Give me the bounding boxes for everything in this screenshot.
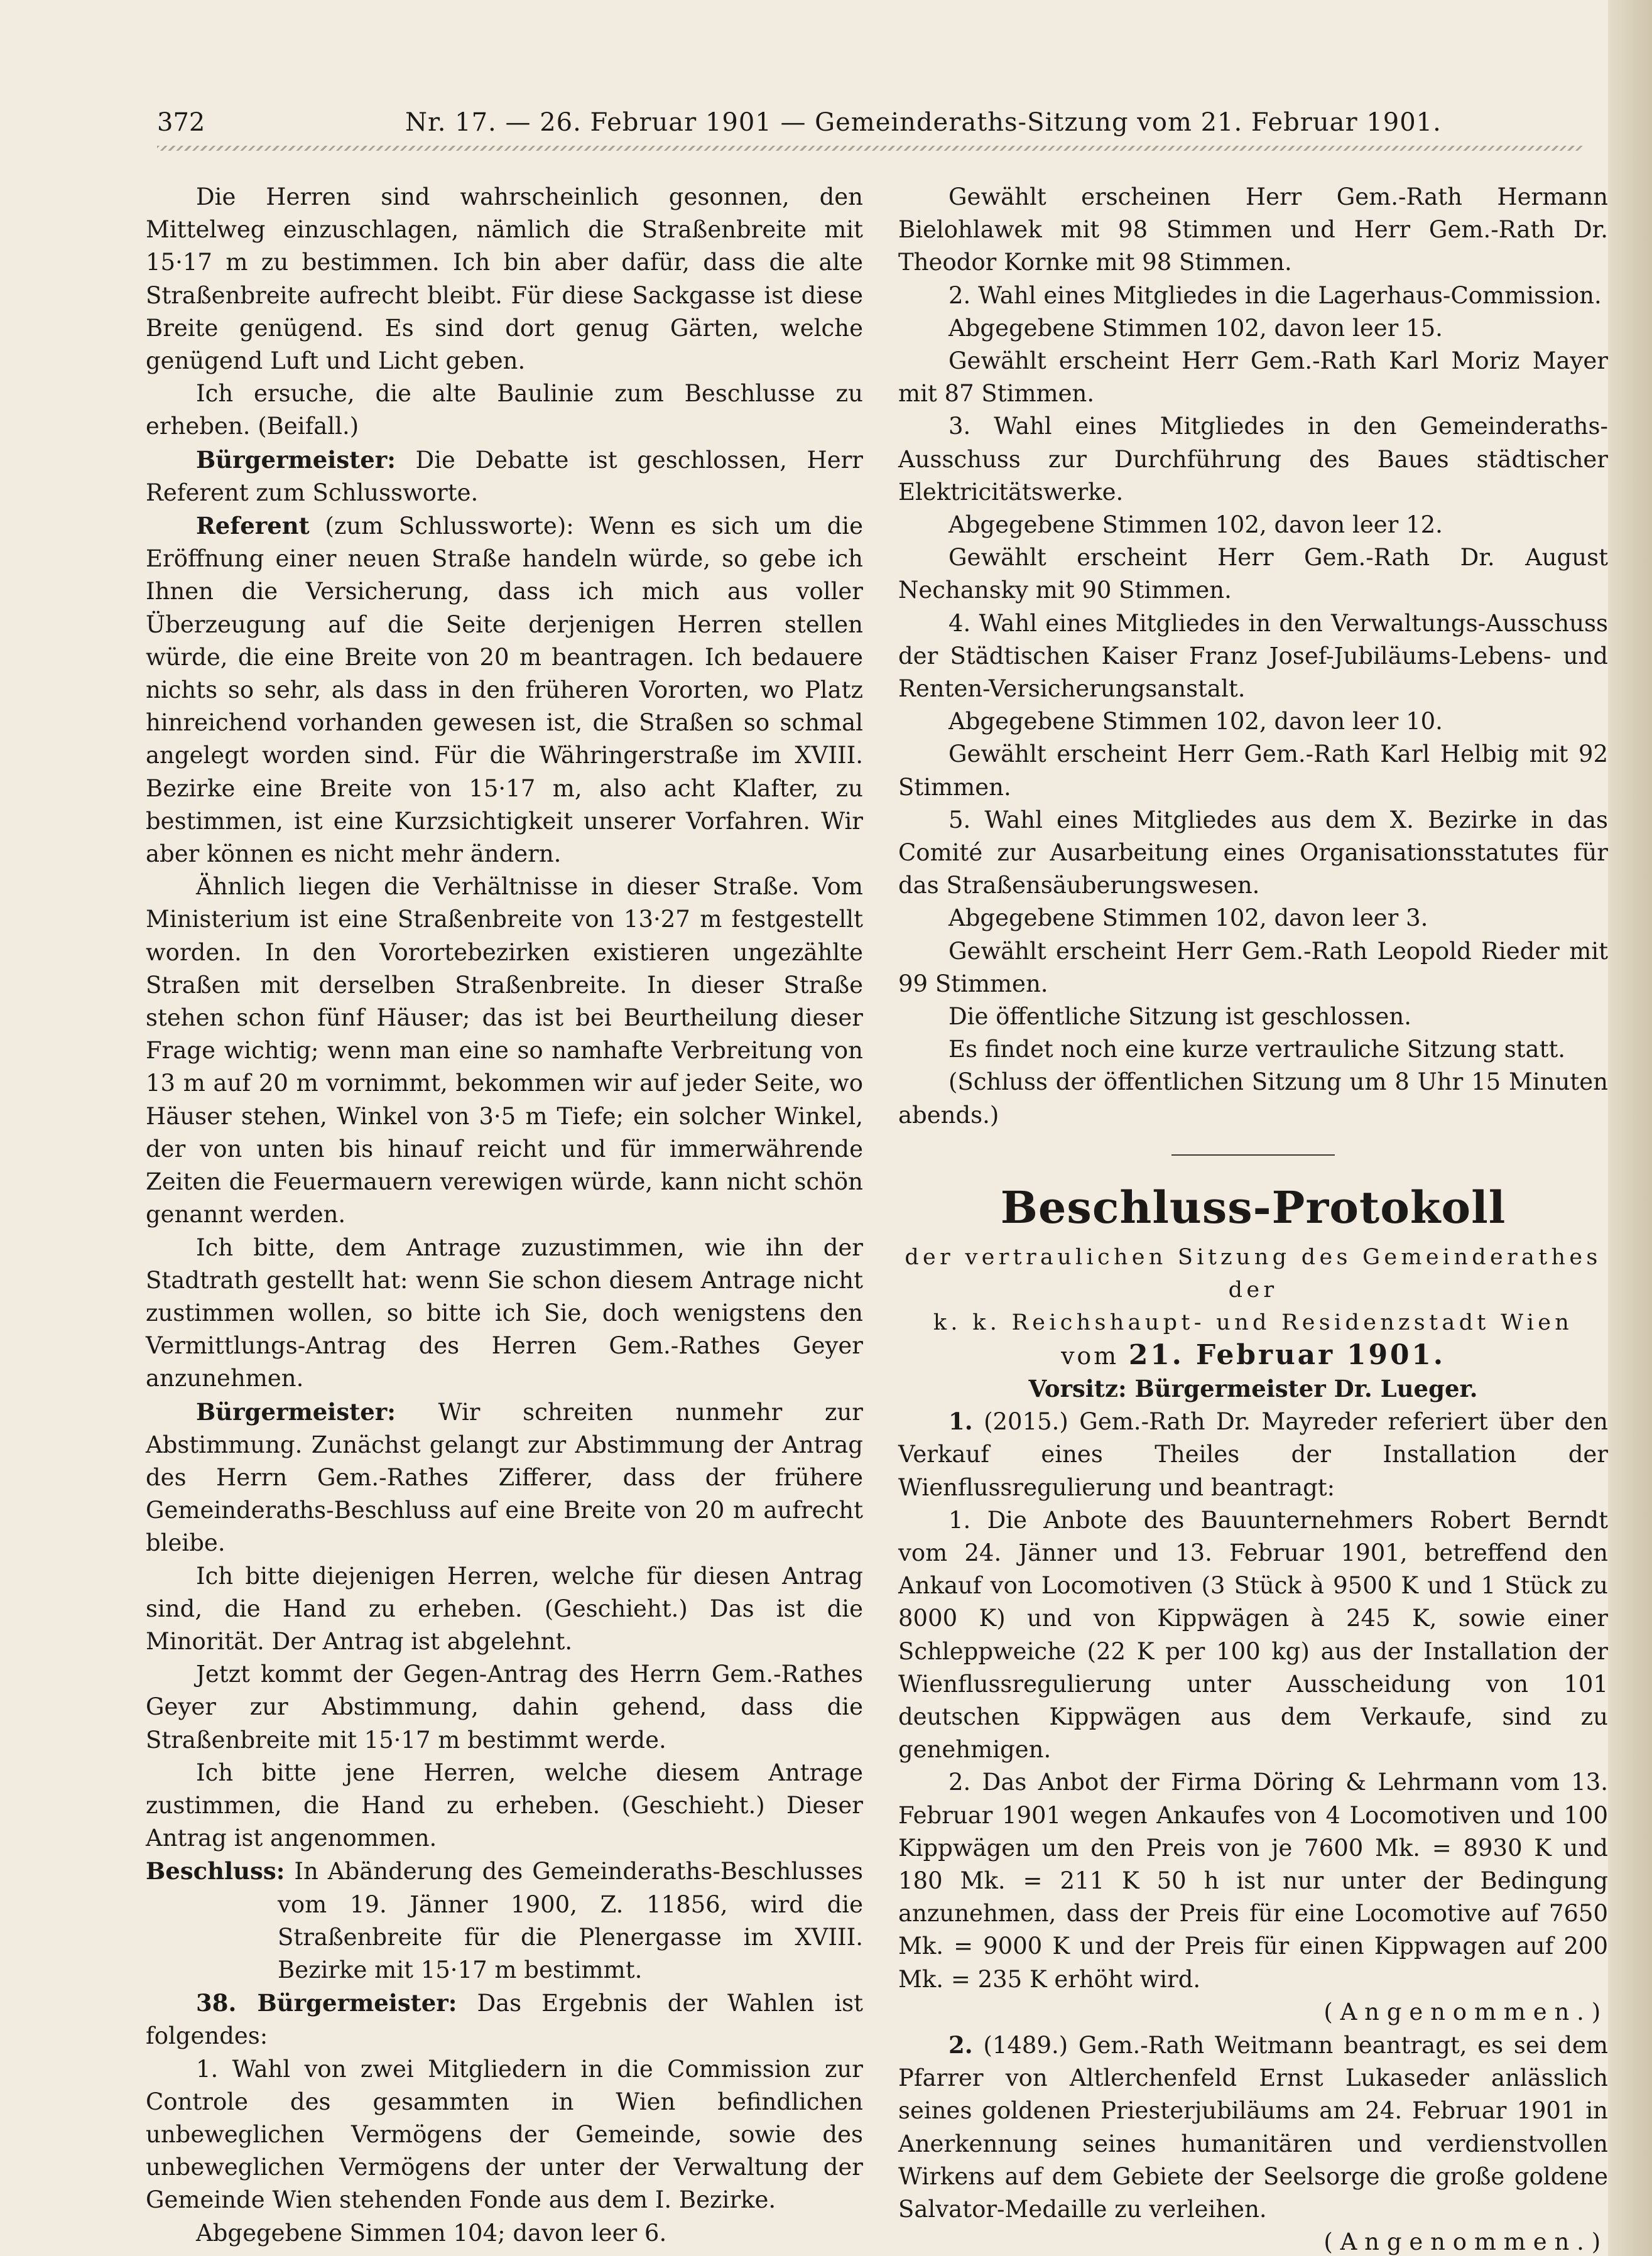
paragraph: [146, 1232, 863, 1396]
paragraph: [146, 181, 863, 377]
resolution-label: Beschluss:: [146, 1857, 285, 1885]
paragraph: [146, 1987, 863, 2053]
protocol-subtitle: der vertraulichen Sitzung des Gemeinderathes der: [905, 1244, 1602, 1303]
item-number: 1.: [948, 1407, 973, 1436]
paragraph: [898, 541, 1608, 607]
paragraph-text: Gewählt erscheinen Herr Gem.-Rath Hermann Bielohlawek mit 98 Stimmen und Herr Gem.-Rath Dr. Theodor Kornke mit 98 Stimmen.: [898, 183, 1608, 276]
paragraph-text: Die Herren sind wahrscheinlich gesonnen, den Mittelweg einzuschlagen, nämlich die Straßenbreite mit 15·17 m zu bestimmen. Ich bin aber dafür, dass die alte Straßenbreite aufrecht bleibt. Für diese Sackgasse ist diese Breite genügend. Es sind dort genug Gärten, welche genügend Luft und Licht geben.: [146, 183, 863, 375]
left-column: [146, 181, 864, 2247]
paragraph-text: Die Debatte ist geschlossen, Herr Referent zum Schlussworte.: [146, 446, 863, 506]
protocol-date-line: [898, 1339, 1608, 1372]
paragraph: [898, 902, 1608, 935]
result-text: (Angenommen.): [1323, 2228, 1608, 2256]
protocol-chair: Vorsitz: Bürgermeister Dr. Lueger.: [1028, 1374, 1478, 1402]
protocol-date: 21. Februar 1901.: [1128, 1338, 1445, 1371]
paragraph: [146, 443, 863, 509]
scan-edge: [1608, 0, 1652, 2256]
paragraph-text: Ich bitte jene Herren, welche diesem Antrage zustimmen, die Hand zu erheben. (Geschieht.) Dieser Antrag ist angenommen.: [146, 1759, 863, 1852]
protocol-item: [898, 1504, 1608, 1767]
paragraph: [898, 607, 1608, 706]
paragraph-text: In Abänderung des Gemeinderaths-Beschlusses vom 19. Jänner 1900, Z. 11856, wird die Straßenbreite für die Plenergasse im XVIII. Bezirke mit 15·17 m bestimmt.: [278, 1858, 864, 1983]
paragraph: [146, 1658, 863, 1757]
paragraph-text: 1. Wahl von zwei Mitgliedern in die Commission zur Controle des gesammten in Wien befindlichen unbeweglichen Vermögens der Gemeinde, sowie des unbeweglichen Vermögens der unter der Verwaltung der Gemeinde Wien stehenden Fonde aus dem I. Bezirke.: [146, 2055, 863, 2214]
paragraph-text: Ähnlich liegen die Verhältnisse in dieser Straße. Vom Ministerium ist eine Straßenbreite von 13·27 m festgestellt worden. In den Vorortebezirken existieren ungezählte Straßen mit derselben Straßenbreite. In dieser Straße stehen schon fünf Häuser; das ist bei Beurtheilung dieser Frage wichtig; wenn man eine so namhafte Verbreitung von 13 m auf 20 m vornimmt, bekommen wir auf jeder Seite, wo Häuser stehen, Winkel von 3·5 m Tiefe; ein solcher Winkel, der von unten bis hinauf reicht und für immerwährende Zeiten die Feuermauern verewigen würde, kann nicht schön genannt werden.: [146, 873, 863, 1228]
paragraph-text: (zum Schlussworte): Wenn es sich um die Eröffnung einer neuen Straße handeln würde, so gebe ich Ihnen die Versicherung, dass ich mich aus voller Überzeugung auf die Seite derjenigen Herren stellen würde, die eine Breite von 20 m beantragen. Ich bedauere nichts so sehr, als dass in den früheren Vororten, wo Platz hinreichend vorhanden gewesen ist, die Straßen so schmal angelegt worden sind. Für die Währingerstraße im XVIII. Bezirke eine Breite von 15·17 m, also acht Klafter, zu bestimmen, ist eine Kurzsichtigkeit unserer Vorfahren. Wir aber können es nicht mehr ändern.: [146, 512, 864, 868]
running-title: Nr. 17. — 26. Februar 1901 — Gemeinderaths-Sitzung vom 21. Februar 1901.: [405, 108, 1442, 137]
paragraph: [146, 2217, 863, 2250]
item-text: (1489.) Gem.-Rath Weitmann beantragt, es sei dem Pfarrer von Altlerchenfeld Ernst Lukaseder anlässlich seines goldenen Priesterjubiläums am 24. Februar 1901 in Anerkennung seines humanitären und verdienstvollen Wirkens auf dem Gebiete der Seelsorge die große goldene Salvator-Medaille zu verleihen.: [898, 2031, 1608, 2223]
item-text: 1. Die Anbote des Bauunternehmers Robert Berndt vom 24. Jänner und 13. Februar 1901, betreffend den Ankauf von Locomotiven (3 Stück à 9500 K und 1 Stück zu 8000 K) und von Kippwägen à 245 K, sowie einer Schleppweiche (22 K per 100 kg) aus der Installation der Wienflussregulierung unter Ausscheidung von 101 deutschen Kippwägen aus dem Verkaufe, sind zu genehmigen.: [898, 1506, 1608, 1764]
paragraph: [898, 738, 1608, 803]
protocol-item: [898, 1766, 1608, 1995]
paragraph: [898, 410, 1608, 509]
protocol-item: [898, 1405, 1608, 1504]
paragraph: [898, 705, 1608, 738]
paragraph-text: Jetzt kommt der Gegen-Antrag des Herrn Gem.-Rathes Geyer zur Abstimmung, dahin gehend, dass die Straßenbreite mit 15·17 m bestimmt werde.: [146, 1661, 863, 1754]
paragraph: [146, 870, 863, 1231]
paragraph-text: Das Ergebnis der Wahlen ist folgendes:: [146, 1990, 864, 2050]
paragraph-text: Gewählt erscheint Herr Gem.-Rath Karl Moriz Mayer mit 87 Stimmen.: [898, 347, 1608, 408]
protocol-title: Beschluss-Protokoll: [1000, 1181, 1506, 1234]
speaker-label: Bürgermeister:: [196, 445, 396, 474]
paragraph: [898, 804, 1608, 903]
paragraph-text: Abgegebene Stimmen 102, davon leer 15.: [948, 314, 1443, 342]
paragraph: [898, 1066, 1608, 1131]
paragraph-text: Abgegebene Stimmen 102, davon leer 10.: [948, 708, 1443, 735]
paragraph-text: Es findet noch eine kurze vertrauliche Sitzung statt.: [948, 1036, 1566, 1063]
paragraph-text: Abgegebene Simmen 104; davon leer 6.: [196, 2219, 667, 2247]
paragraph-text: Ich ersuche, die alte Baulinie zum Beschlusse zu erheben. (Beifall.): [146, 380, 863, 440]
item-text: (2015.) Gem.-Rath Dr. Mayreder referiert über den Verkauf eines Theiles der Installation der Wienflussregulierung und beantragt:: [898, 1408, 1609, 1501]
paragraph-text: 5. Wahl eines Mitgliedes aus dem X. Bezirke in das Comité zur Ausarbeitung eines Organisationsstatutes für das Straßensäuberungswesen.: [898, 806, 1608, 899]
paragraph-text: (Schluss der öffentlichen Sitzung um 8 Uhr 15 Minuten abends.): [898, 1068, 1608, 1129]
paragraph-text: Abgegebene Stimmen 102, davon leer 3.: [948, 904, 1428, 932]
paragraph-text: Gewählt erscheint Herr Gem.-Rath Leopold Rieder mit 99 Stimmen.: [898, 937, 1608, 997]
resolution-paragraph: [146, 1855, 863, 1987]
section-divider: [1171, 1154, 1335, 1156]
right-column: [898, 181, 1609, 2256]
date-prefix: vom: [1061, 1342, 1119, 1370]
paragraph-text: Abgegebene Stimmen 102, davon leer 12.: [948, 511, 1443, 539]
paragraph-text: Ich bitte, dem Antrage zuzustimmen, wie ihn der Stadtrath gestellt hat: wenn Sie schon diesem Antrage nicht zustimmen wollen, so bitte ich Sie, doch wenigstens den Vermittlungs-Antrag des Herren Gem.-Rathes Geyer anzunehmen.: [146, 1234, 863, 1392]
paragraph-text: Gewählt erscheint Herr Gem.-Rath Dr. August Nechansky mit 90 Stimmen.: [898, 544, 1608, 604]
paragraph: [146, 2053, 863, 2217]
paragraph-text: Wir schreiten nunmehr zur Abstimmung. Zunächst gelangt zur Abstimmung der Antrag des Herrn Gem.-Rathes Zifferer, dass der frühere Gemeinderaths-Beschluss auf eine Breite von 20 m aufrecht bleibe.: [146, 1398, 863, 1557]
speaker-label: Bürgermeister:: [196, 1397, 396, 1426]
paragraph: [898, 312, 1608, 345]
header-rule: [157, 146, 1583, 151]
item-number: 2.: [948, 2031, 973, 2059]
paragraph: [146, 1757, 863, 1855]
paragraph: [898, 935, 1608, 1001]
paragraph-text: Die öffentliche Sitzung ist geschlossen.: [948, 1003, 1411, 1031]
paragraph-text: 4. Wahl eines Mitgliedes in den Verwaltungs-Ausschuss der Städtischen Kaiser Franz Josef-Jubiläums-Lebens- und Renten-Versicherungsanstalt.: [898, 609, 1608, 703]
paragraph: [146, 509, 863, 870]
paragraph-text: 2. Wahl eines Mitgliedes in die Lagerhaus-Commission.: [948, 281, 1602, 309]
protocol-subtitle: k. k. Reichshaupt- und Residenzstadt Wien: [933, 1310, 1573, 1335]
speaker-label: 38. Bürgermeister:: [196, 1989, 457, 2017]
result-text: (Angenommen.): [1323, 1998, 1608, 2026]
paragraph: [146, 1560, 863, 1659]
item-result: [898, 2226, 1608, 2256]
paragraph: [898, 345, 1608, 410]
speaker-label: Referent: [196, 512, 310, 540]
paragraph-text: 3. Wahl eines Mitgliedes in den Gemeinderaths-Ausschuss zur Durchführung des Baues städtischer Elektricitätswerke.: [898, 413, 1608, 506]
paragraph: [898, 509, 1608, 541]
paragraph: [898, 279, 1608, 312]
paragraph: [146, 377, 863, 443]
paragraph: [898, 1033, 1608, 1066]
paragraph: [898, 181, 1608, 279]
paragraph-text: Gewählt erscheint Herr Gem.-Rath Karl Helbig mit 92 Stimmen.: [898, 740, 1608, 801]
item-text: 2. Das Anbot der Firma Döring & Lehrmann vom 13. Februar 1901 wegen Ankaufes von 4 Locomotiven und 100 Kippwägen um den Preis von je 7600 Mk. = 8930 K und 180 Mk. = 211 K 50 h ist nur unter der Bedingung anzunehmen, dass der Preis für eine Locomotive auf 7650 Mk. = 9000 K und der Preis für einen Kippwagen auf 200 Mk. = 235 K erhöht wird.: [898, 1769, 1608, 1993]
page-number: 372: [157, 108, 205, 137]
paragraph: [146, 1396, 863, 1560]
paragraph: [898, 1001, 1608, 1033]
running-header: [157, 104, 1583, 141]
protocol-item: [898, 2029, 1608, 2226]
paragraph-text: Ich bitte diejenigen Herren, welche für diesen Antrag sind, die Hand zu erheben. (Geschieht.) Das ist die Minorität. Der Antrag ist abgelehnt.: [146, 1562, 863, 1655]
item-result: [898, 1996, 1608, 2029]
